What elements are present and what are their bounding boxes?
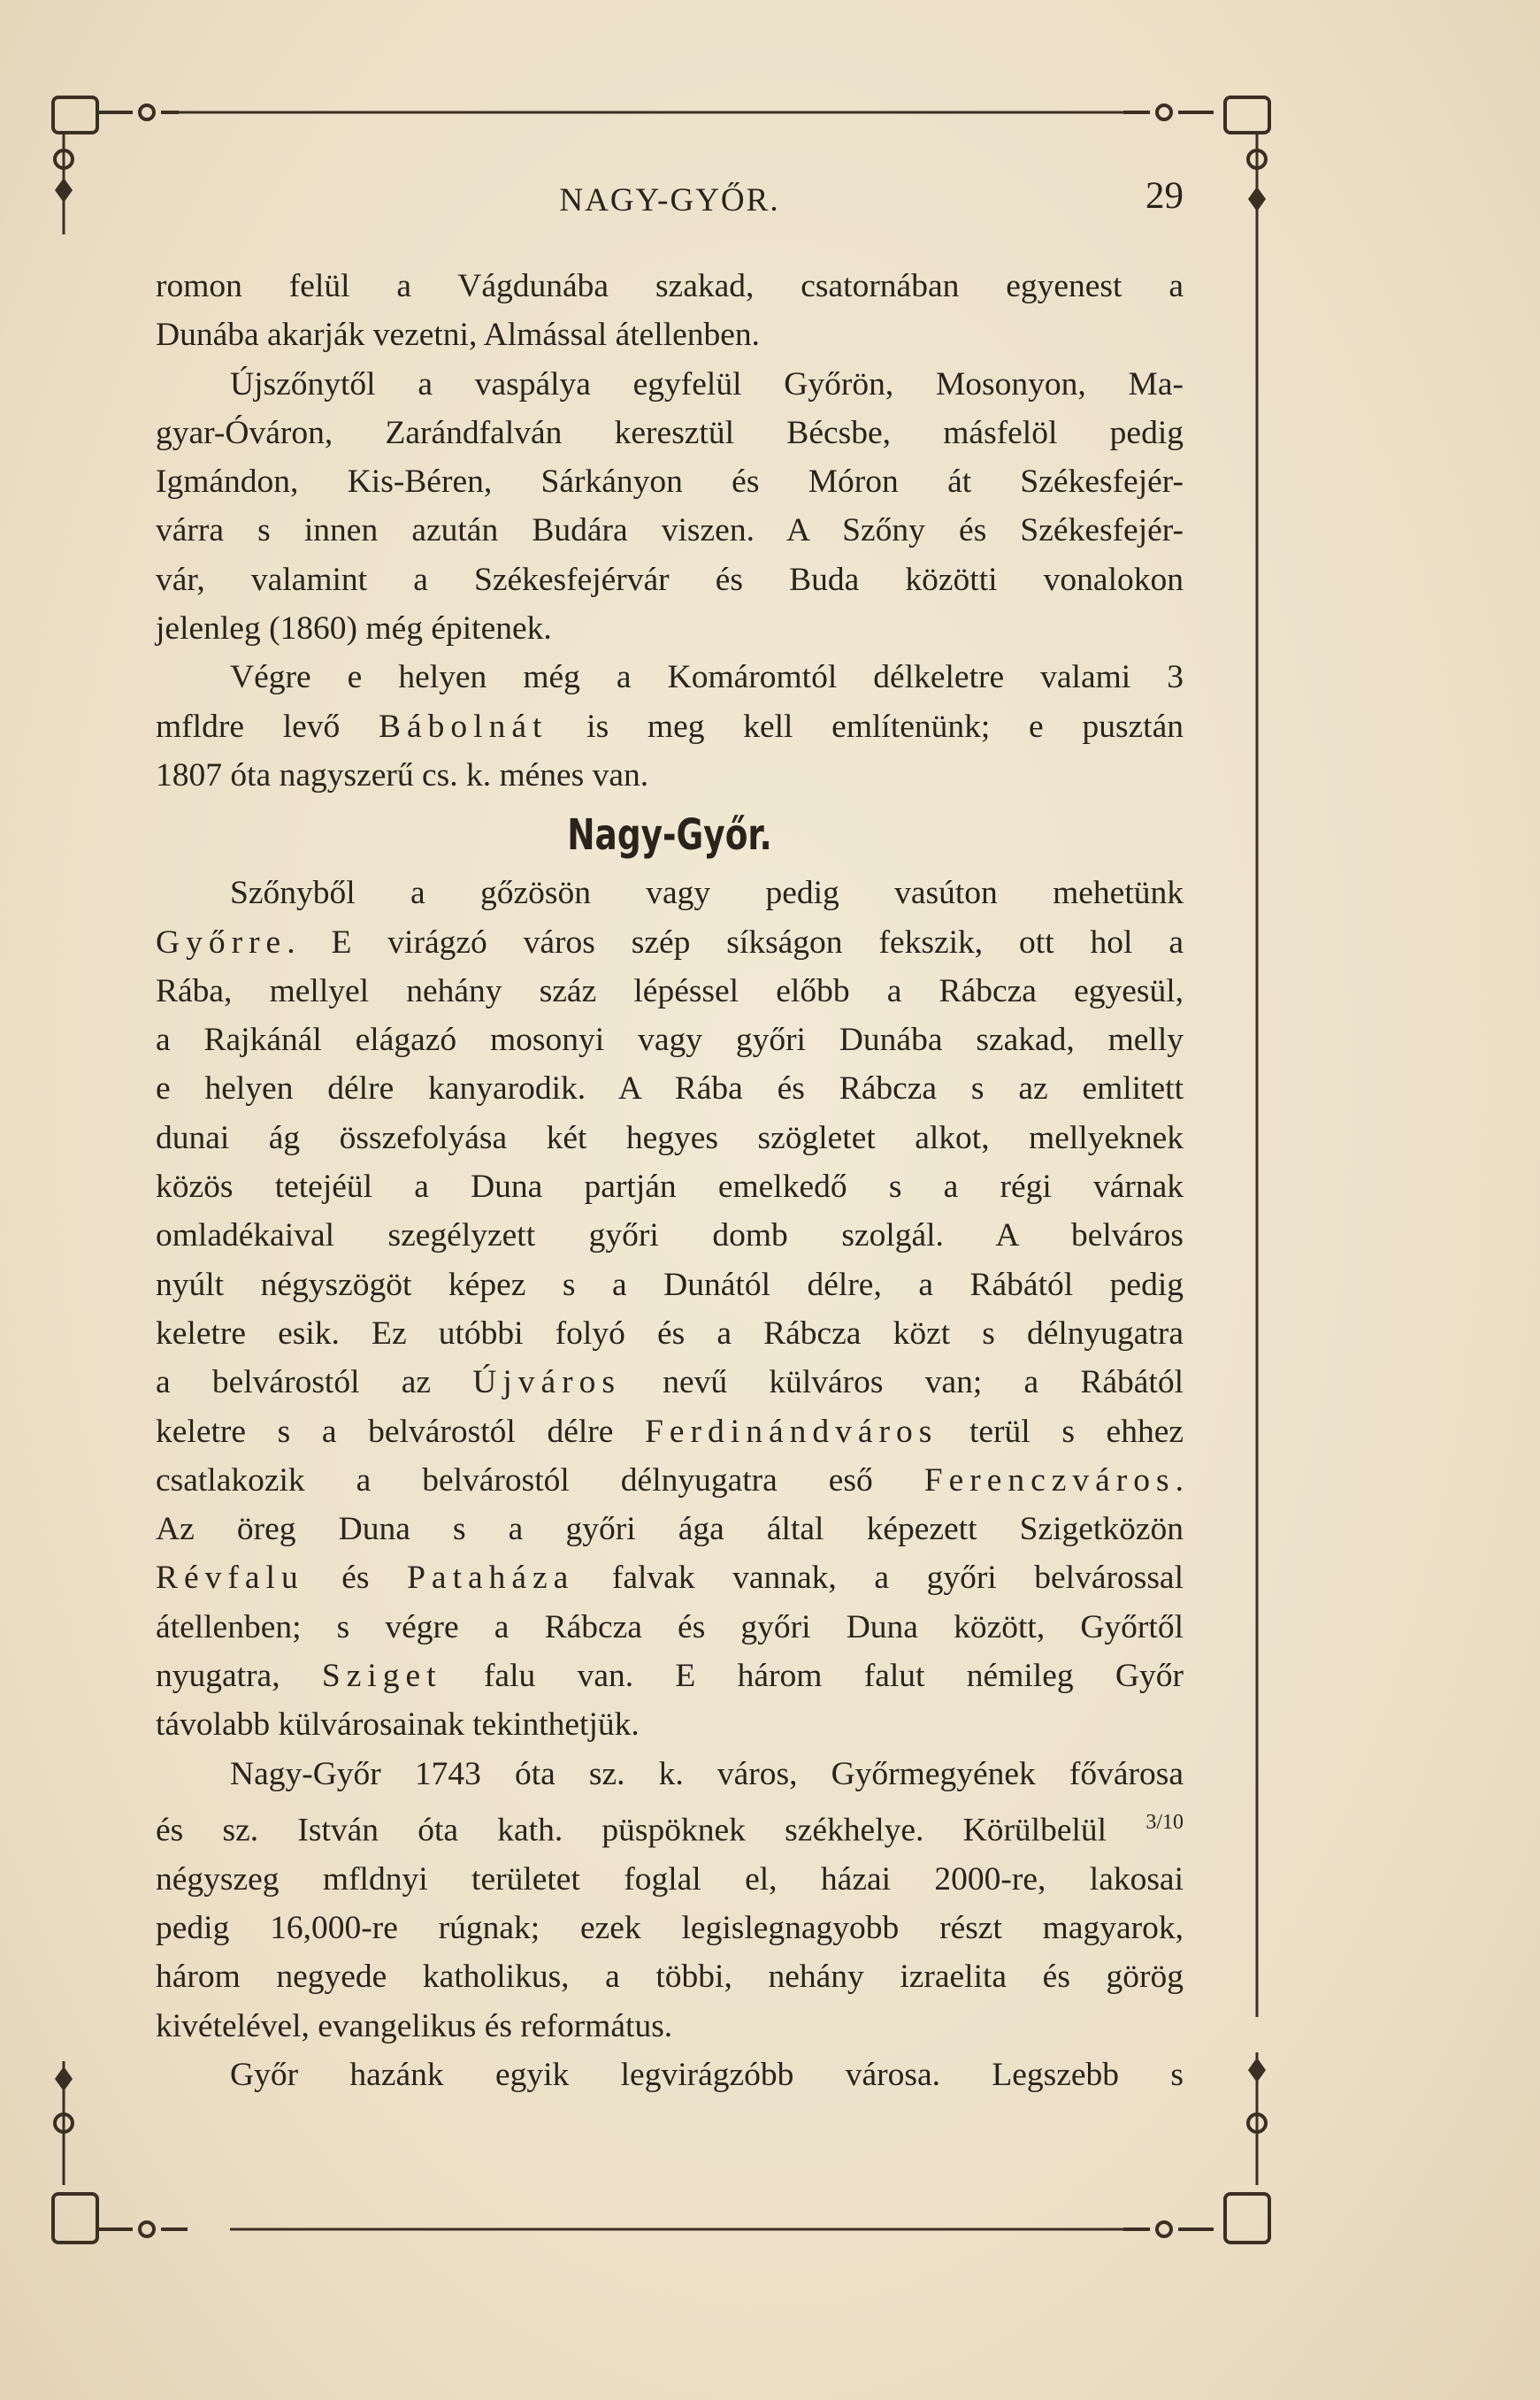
text-line: mfldre levő Bábolnát is meg kell említenünk; e pusztán — [156, 708, 1184, 745]
text-line: közös tetejéül a Duna partján emelkedő s a régi várnak — [156, 1169, 1184, 1206]
place-name: Újváros — [472, 1364, 621, 1401]
text-line: Az öreg Duna s a győri ága által képezett Szigetközön — [156, 1511, 1184, 1548]
text-line: a Rajkánál elágazó mosonyi vagy győri Dunába szakad, melly — [156, 1022, 1184, 1059]
text-line: Végre e helyen még a Komáromtól délkeletre valami 3 — [230, 659, 1184, 696]
text-line: Révfalu és Pataháza falvak vannak, a győri belvárossal — [156, 1560, 1184, 1597]
text-line: a belvárostól az Újváros nevű külváros van; a Rábától — [156, 1364, 1184, 1401]
text-line: nyúlt négyszögöt képez s a Dunától délre, a Rábától pedig — [156, 1266, 1184, 1303]
text-line: vár, valamint a Székesfejérvár és Buda közötti vonalokon — [156, 561, 1184, 598]
text-line: gyar-Óváron, Zarándfalván keresztül Bécsbe, másfelöl pedig — [156, 414, 1184, 451]
text-line: nyugatra, Sziget falu van. E három falut némileg Győr — [156, 1658, 1184, 1695]
place-name: Sziget — [321, 1658, 442, 1695]
text-line: romon felül a Vágdunába szakad, csatornában egyenest a — [156, 268, 1184, 304]
text-line: Győr hazánk egyik legvirágzóbb városa. Legszebb s — [230, 2056, 1184, 2093]
text-line: három negyede katholikus, a többi, nehány izraelita és görög — [156, 1959, 1184, 1996]
text-line: kivételével, evangelikus és református. — [156, 2007, 673, 2044]
text-line: átellenben; s végre a Rábcza és győri Duna között, Győrtől — [156, 1608, 1184, 1645]
running-head: NAGY-GYŐR. — [559, 182, 780, 219]
page-header — [156, 175, 1184, 234]
section-heading: Nagy-Győr. — [567, 810, 772, 861]
text-line: Szőnyből a gőzösön vagy pedig vasúton mehetünk — [230, 875, 1184, 912]
text-line: várra s innen azután Budára viszen. A Szőny és Székesfejér- — [156, 512, 1184, 549]
text-line: pedig 16,000-re rúgnak; ezek legislegnagyobb részt magyarok, — [156, 1910, 1184, 1946]
text-line: e helyen délre kanyarodik. A Rába és Rábcza s az emlitett — [156, 1070, 1184, 1108]
place-name: Ferdinándváros — [645, 1413, 939, 1450]
text-line: dunai ág összefolyása két hegyes szögletet alkot, mellyeknek — [156, 1119, 1184, 1156]
text-line: távolabb külvárosainak tekinthetjük. — [156, 1706, 640, 1744]
text-line: jelenleg (1860) még épitenek. — [156, 610, 552, 648]
text-line: Dunába akarják vezetni, Almással átellenben. — [156, 317, 761, 354]
place-name: Ferenczváros — [923, 1461, 1176, 1499]
text-line: Újszőnytől a vaspálya egyfelül Győrön, Mosonyon, Ma- — [230, 365, 1184, 403]
place-name: Győrre — [156, 924, 287, 961]
text-line: négyszeg mfldnyi területet foglal el, házai 2000-re, lakosai — [156, 1860, 1184, 1898]
text-line: és sz. István óta kath. püspöknek székhelye. Körülbelül $^{3/10}$ — [156, 1810, 1184, 1849]
text-line: csatlakozik a belvárostól délnyugatra eső Ferenczváros. — [156, 1461, 1184, 1499]
text-line: Nagy-Győr 1743 óta sz. k. város, Győrmegyének fővárosa — [230, 1755, 1184, 1792]
text-line: keletre esik. Ez utóbbi folyó és a Rábcza közt s délnyugatra — [156, 1315, 1184, 1352]
text-line: Győrre. E virágzó város szép síkságon fekszik, ott hol a — [156, 924, 1184, 961]
page-number: 29 — [1145, 175, 1184, 217]
fraction: 3/10 — [1145, 1810, 1184, 1834]
place-name: Pataháza — [407, 1560, 575, 1597]
text-line: Igmándon, Kis-Béren, Sárkányon és Móron át Székesfejér- — [156, 464, 1184, 501]
text-line: 1807 óta nagyszerű cs. k. ménes van. — [156, 756, 649, 794]
text-line: Rába, mellyel nehány száz lépéssel előbb a Rábcza egyesül, — [156, 972, 1184, 1009]
place-name: Révfalu — [156, 1560, 304, 1597]
place-name: Bábolnát — [379, 708, 548, 745]
body-text — [156, 262, 1184, 2099]
text-line: omladékaival szegélyzett győri domb szolgál. A belváros — [156, 1217, 1184, 1254]
text-line: keletre s a belvárostól délre Ferdinándváros terül s ehhez — [156, 1413, 1184, 1450]
